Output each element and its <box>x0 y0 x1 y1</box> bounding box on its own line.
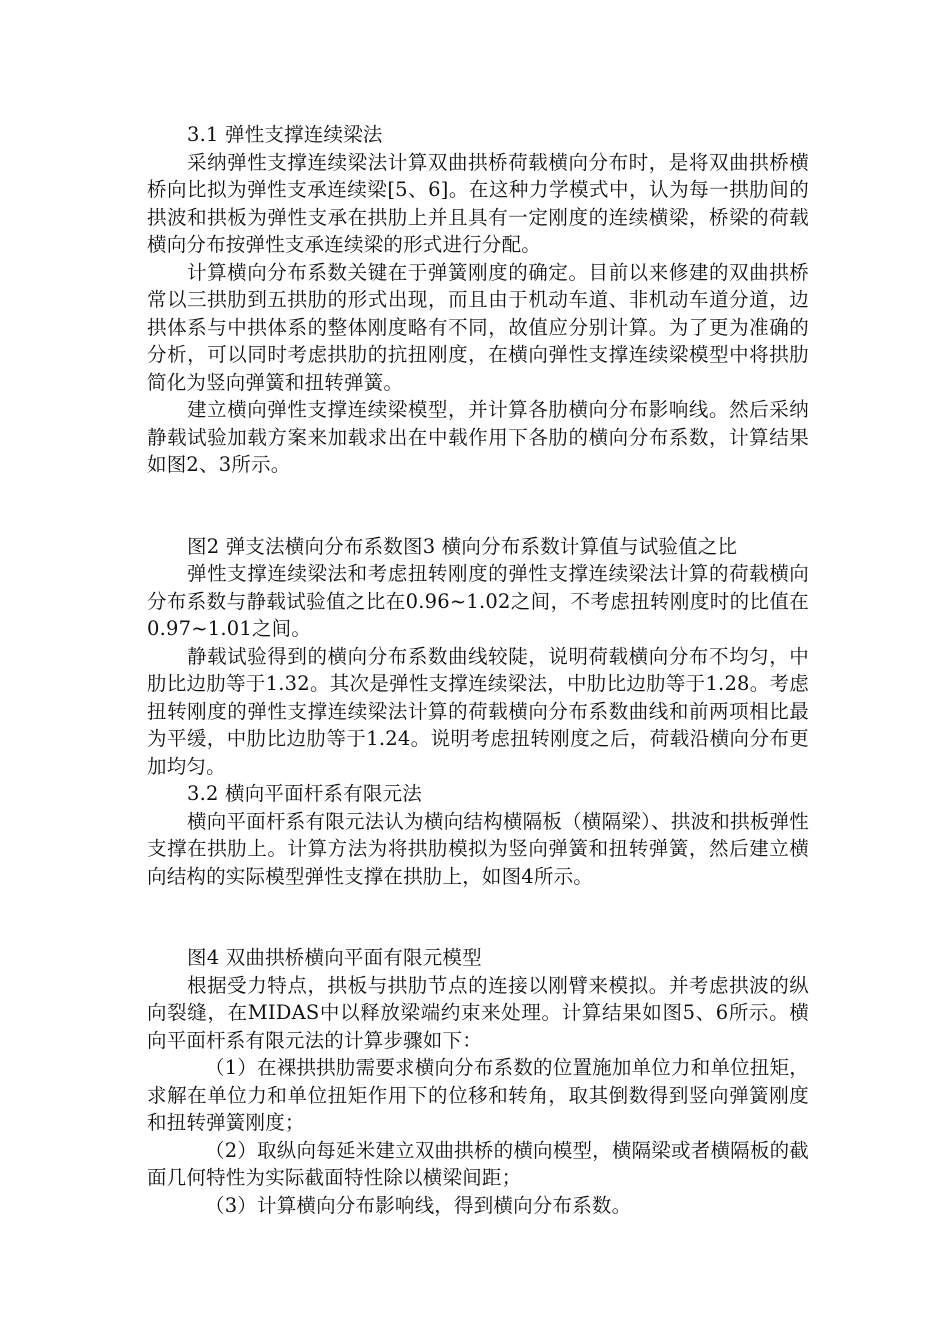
step-item-3: （3）计算横向分布影响线，得到横向分布系数。 <box>205 1193 632 1217</box>
paragraph: 计算横向分布系数关键在于弹簧刚度的确定。目前以来修建的双曲拱桥常以三拱肋到五拱肋的形式出现，而且由于机动车道、非机动车道分道，边拱体系与中拱体系的整体刚度略有不同，故值应分别计算。为了更为准确的分析，可以同时考虑拱肋的抗扭刚度，在横向弹性支撑连续梁模型中将拱肋简化为竖向弹簧和扭转弹簧。 <box>147 260 809 394</box>
document-body <box>147 121 809 1219</box>
paragraph: 建立横向弹性支撑连续梁模型，并计算各肋横向分布影响线。然后采纳静载试验加载方案来加载求出在中载作用下各肋的横向分布系数，计算结果如图2、3所示。 <box>147 398 809 476</box>
figure-caption-4: 图4 双曲拱桥横向平面有限元模型 <box>187 946 482 969</box>
figure-caption-2-3: 图2 弹支法横向分布系数图3 横向分布系数计算值与试验值之比 <box>187 534 738 558</box>
paragraph: 弹性支撑连续梁法和考虑扭转刚度的弹性支撑连续梁法计算的荷载横向分布系数与静载试验值之比在0.96~1.02之间，不考虑扭转刚度时的比值在0.97~1.01之间。 <box>147 562 809 640</box>
paragraph: 采纳弹性支撑连续梁法计算双曲拱桥荷载横向分布时，是将双曲拱桥横桥向比拟为弹性支承连续梁[5、6]。在这种力学模式中，认为每一拱肋间的拱波和拱板为弹性支承在拱肋上并且具有一定刚度的连续横梁，桥梁的荷载横向分布按弹性支承连续梁的形式进行分配。 <box>147 150 809 256</box>
paragraph: 根据受力特点，拱板与拱肋节点的连接以刚臂来模拟。并考虑拱波的纵向裂缝，在MIDAS中以释放梁端约束来处理。计算结果如图5、6所示。横向平面杆系有限元法的计算步骤如下： <box>147 973 809 1052</box>
paragraph: 静载试验得到的横向分布系数曲线较陡，说明荷载横向分布不均匀，中肋比边肋等于1.32。其次是弹性支撑连续梁法，中肋比边肋等于1.28。考虑扭转刚度的弹性支撑连续梁法计算的荷载横向分布系数曲线和前两项相比最为平缓，中肋比边肋等于1.24。说明考虑扭转刚度之后，荷载沿横向分布更加均匀。 <box>147 644 809 778</box>
paragraph: 横向平面杆系有限元法认为横向结构横隔板（横隔梁）、拱波和拱板弹性支撑在拱肋上。计算方法为将拱肋模拟为竖向弹簧和扭转弹簧，然后建立横向结构的实际模型弹性支撑在拱肋上，如图4所示。 <box>147 809 809 888</box>
section-heading-3-2: 3.2 横向平面杆系有限元法 <box>187 782 423 805</box>
section-heading-3-1: 3.1 弹性支撑连续梁法 <box>187 123 383 146</box>
step-item-2: （2）取纵向每延米建立双曲拱桥的横向模型，横隔梁或者横隔板的截面几何特性为实际截面特性除以横梁间距； <box>147 1138 809 1189</box>
step-item-1: （1）在裸拱拱肋需要求横向分布系数的位置施加单位力和单位扭矩，求解在单位力和单位扭矩作用下的位移和转角，取其倒数得到竖向弹簧刚度和扭转弹簧刚度； <box>147 1056 809 1134</box>
